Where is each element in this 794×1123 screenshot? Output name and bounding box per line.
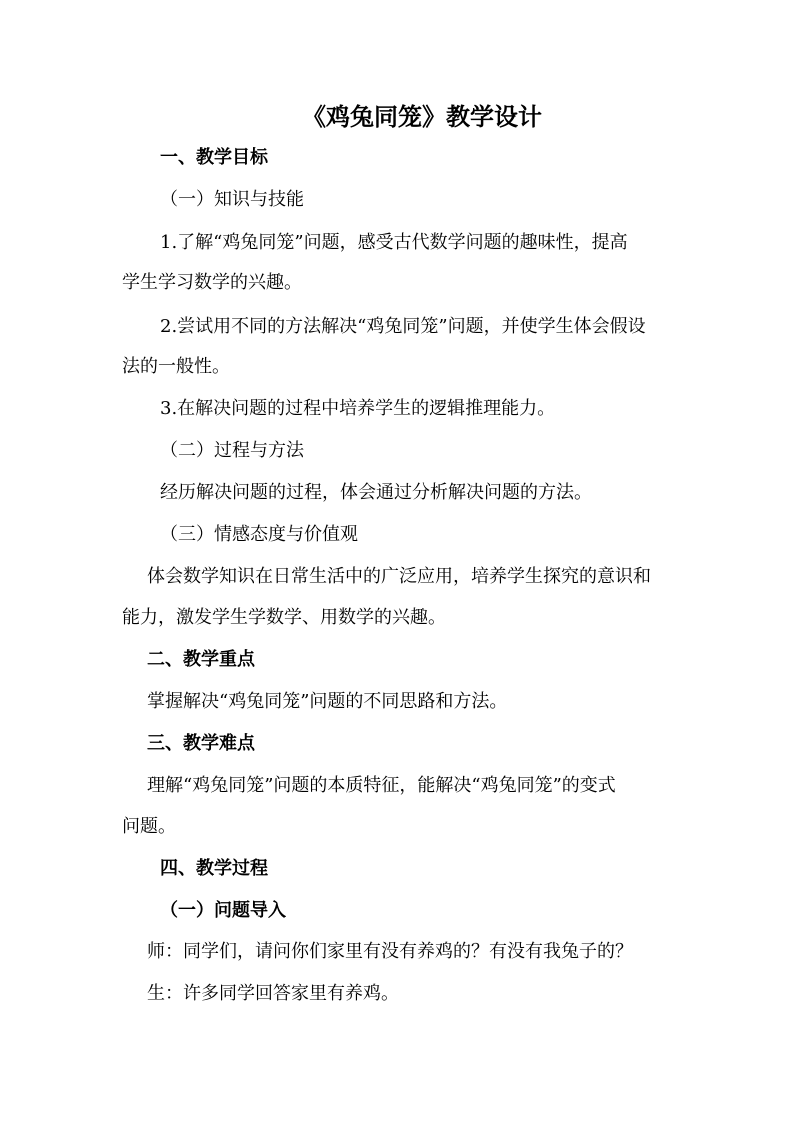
subheading-knowledge-skills: （一）知识与技能 (160, 189, 304, 210)
paragraph-line: 1.了解“鸡兔同笼”问题，感受古代数学问题的趣味性，提高 (160, 232, 628, 253)
section-heading-difficulties: 三、教学难点 (147, 733, 255, 754)
paragraph-line: 问题。 (122, 816, 176, 837)
paragraph-line: 体会数学知识在日常生活中的广泛应用，培养学生探究的意识和 (147, 566, 651, 587)
dialog-line-teacher: 师：同学们，请问你们家里有没有养鸡的？有没有我兔子的？ (147, 941, 633, 962)
paragraph-line: 2.尝试用不同的方法解决“鸡兔同笼”问题，并使学生体会假设 (160, 316, 646, 337)
dialog-line-student: 生：许多同学回答家里有养鸡。 (147, 983, 399, 1004)
section-heading-objectives: 一、教学目标 (160, 147, 268, 168)
paragraph-line: 3.在解决问题的过程中培养学生的逻辑推理能力。 (160, 398, 556, 419)
section-heading-key-points: 二、教学重点 (147, 649, 255, 670)
paragraph-line: 经历解决问题的过程，体会通过分析解决问题的方法。 (160, 482, 592, 503)
paragraph-line: 掌握解决“鸡兔同笼”问题的不同思路和方法。 (147, 691, 508, 712)
paragraph-line: 能力，激发学生学数学、用数学的兴趣。 (122, 607, 446, 628)
paragraph-line: 理解“鸡兔同笼”问题的本质特征，能解决“鸡兔同笼”的变式 (147, 775, 616, 796)
subheading-introduction: （一）问题导入 (160, 900, 286, 921)
paragraph-line: 法的一般性。 (122, 356, 230, 377)
subheading-attitude-values: （三）情感态度与价值观 (160, 524, 358, 545)
section-heading-process: 四、教学过程 (160, 858, 268, 879)
paragraph-line: 学生学习数学的兴趣。 (122, 272, 302, 293)
document-title: 《鸡兔同笼》教学设计 (302, 102, 542, 131)
subheading-process-method: （二）过程与方法 (160, 440, 304, 461)
